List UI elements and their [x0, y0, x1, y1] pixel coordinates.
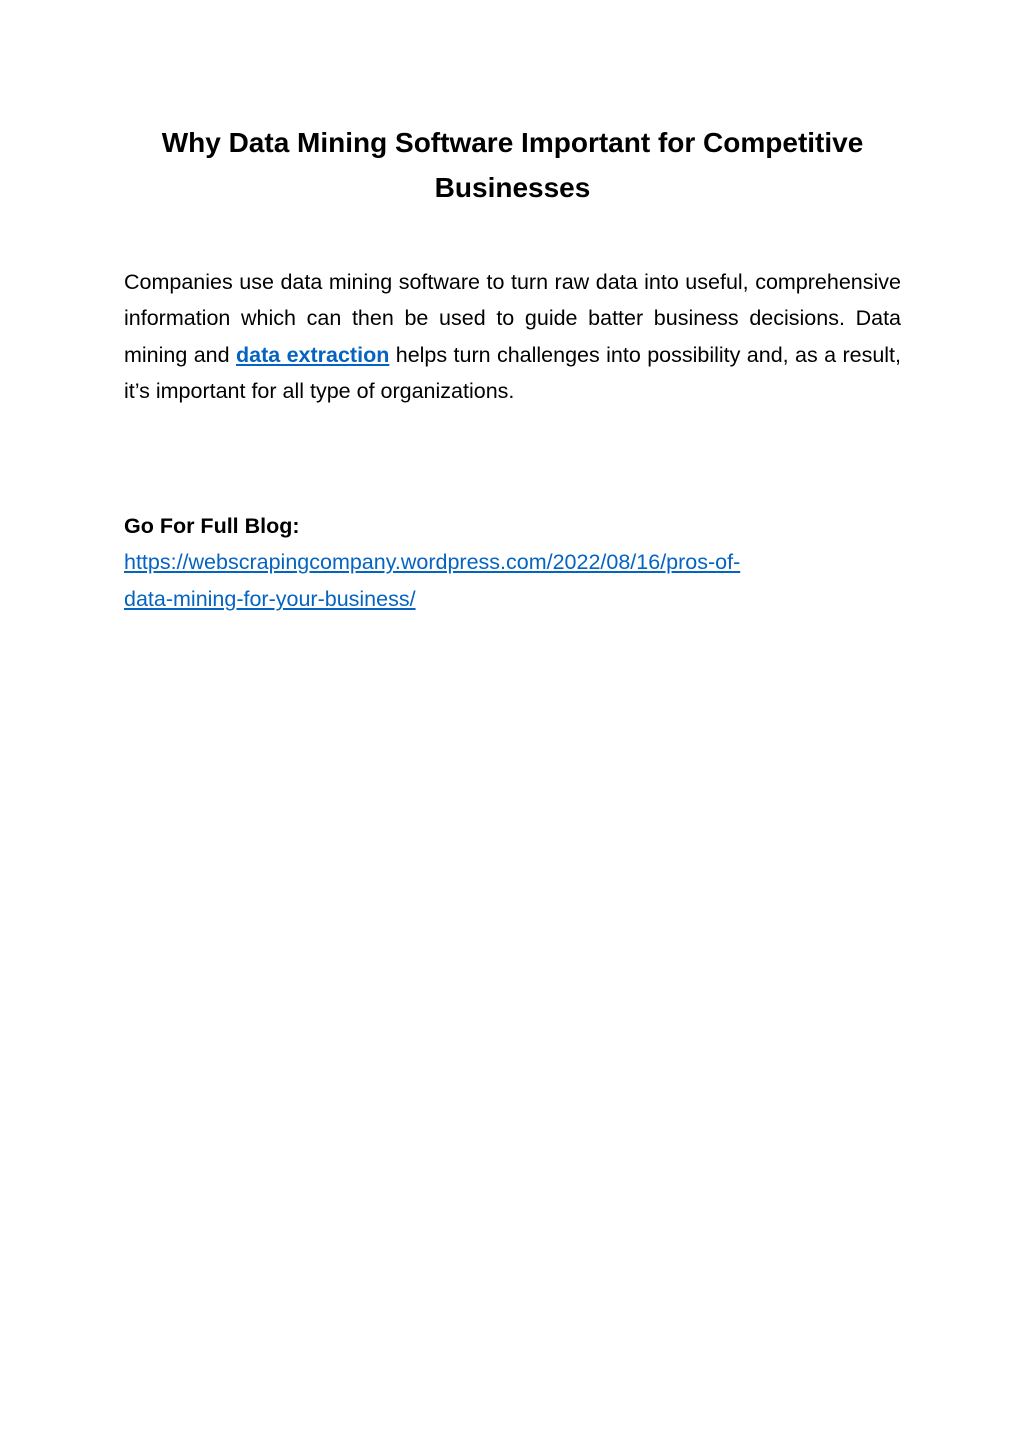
- document-title: Why Data Mining Software Important for Competitive Businesses: [161, 127, 864, 203]
- paragraph-text-before-link: Companies use data mining software to turn raw data into useful, comprehensive information which can then be used to guide batter business decisions. Data mining and: [124, 270, 901, 367]
- blog-url-line-2: data-mining-for-your-business/: [124, 587, 416, 611]
- full-blog-section: [124, 508, 901, 618]
- blog-url-line-1: https://webscrapingcompany.wordpress.com/2022/08/16/pros-of-: [124, 550, 741, 574]
- full-blog-label: Go For Full Blog:: [124, 514, 300, 538]
- full-blog-link[interactable]: [124, 544, 901, 618]
- paragraph-text-after-link: helps turn challenges into possibility and, as a result, it’s important for all type of organizations.: [124, 342, 901, 404]
- intro-paragraph: [124, 264, 901, 410]
- data-extraction-link[interactable]: data extraction: [235, 342, 390, 367]
